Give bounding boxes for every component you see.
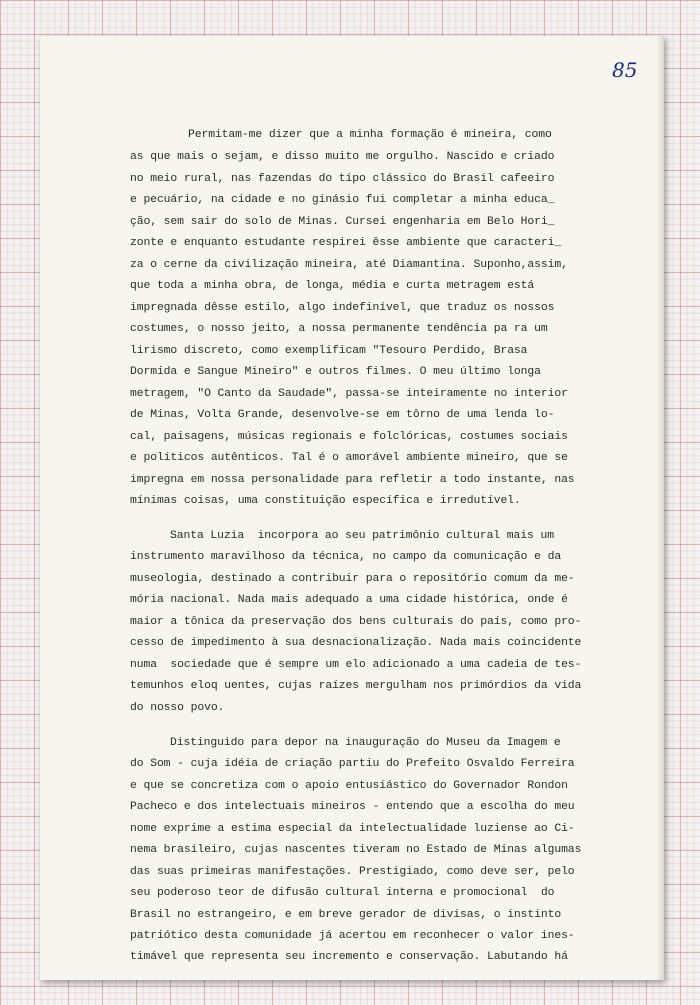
text-line: lirismo discreto, como exemplificam "Tesouro Perdido, Brasa: [130, 345, 528, 357]
text-line: Brasil no estrangeiro, e em breve gerador de divisas, o instinto: [130, 909, 562, 921]
text-line: museologia, destinado a contribuir para o repositório comum da me-: [130, 573, 575, 585]
text-line: ção, sem sair do solo de Minas. Cursei engenharia em Belo Hori_: [130, 216, 555, 228]
text-line: que toda a minha obra, de longa, média e curta metragem está: [130, 280, 535, 292]
text-line: Pacheco e dos intelectuais mineiros - entendo que a escolha do meu: [130, 801, 575, 813]
text-line: temunhos eloq uentes, cujas raízes mergulham nos primórdios da vida: [130, 680, 582, 692]
text-line: za o cerne da civilização mineira, até Diamantina. Suponho,assim,: [130, 259, 568, 271]
text-line: metragem, "O Canto da Saudade", passa-se inteiramente no interior: [130, 388, 568, 400]
text-line: e pecuário, na cidade e no ginásio fui completar a minha educa_: [130, 194, 555, 206]
text-line: costumes, o nosso jeito, a nossa permanente tendência pa ra um: [130, 323, 548, 335]
text-line: Dormida e Sangue Mineiro" e outros filmes. O meu último longa: [130, 366, 541, 378]
text-line: Santa Luzia incorpora ao seu patrimônio cultural mais um: [170, 530, 554, 542]
text-line: do Som - cuja idéia de criação partiu do Prefeito Osvaldo Ferreira: [130, 758, 575, 770]
text-line: mínimas coisas, uma constituição específica e irredutível.: [130, 495, 521, 507]
page-number: 85: [612, 58, 638, 82]
text-line: cal, paisagens, músicas regionais e folclóricas, costumes sociais: [130, 431, 568, 443]
text-line: seu poderoso teor de difusão cultural interna e promocional do: [130, 887, 555, 899]
text-line: numa sociedade que é sempre um elo adicionado a uma cadeia de tes-: [130, 659, 582, 671]
text-line: impregnada dêsse estilo, algo indefinível, que traduz os nossos: [130, 302, 555, 314]
text-line: Distinguido para depor na inauguração do Museu da Imagem e: [170, 737, 561, 749]
text-line: cesso de impedimento à sua desnacionalização. Nada mais coincidente: [130, 637, 582, 649]
text-line: das suas primeiras manifestações. Prestigiado, como deve ser, pelo: [130, 866, 575, 878]
document-page: [40, 36, 664, 980]
text-line: nome exprime a estima especial da intelectualidade luziense ao Ci-: [130, 823, 575, 835]
text-line: e políticos autênticos. Tal é o amorável ambiente mineiro, que se: [130, 452, 568, 464]
text-line: mória nacional. Nada mais adequado a uma cidade histórica, onde é: [130, 594, 568, 606]
text-line: timável que representa seu incremento e conservação. Labutando há: [130, 951, 568, 963]
text-line: no meio rural, nas fazendas do tipo clássico do Brasil cafeeiro: [130, 173, 555, 185]
text-line: instrumento maravilhoso da técnica, no campo da comunicação e da: [130, 551, 562, 563]
text-line: Permitam-me dizer que a minha formação é mineira, como: [188, 129, 552, 141]
typed-text: [40, 36, 664, 980]
text-line: as que mais o sejam, e disso muito me orgulho. Nascido e criado: [130, 151, 555, 163]
text-line: do nosso povo.: [130, 702, 225, 714]
text-line: e que se concretiza com o apoio entusiástico do Governador Rondon: [130, 780, 568, 792]
text-line: zonte e enquanto estudante respirei êsse ambiente que caracteri_: [130, 237, 562, 249]
text-line: patriótico desta comunidade já acertou em reconhecer o valor ines-: [130, 930, 575, 942]
text-line: de Minas, Volta Grande, desenvolve-se em tôrno de uma lenda lo-: [130, 409, 555, 421]
text-line: impregna em nossa personalidade para refletir a todo instante, nas: [130, 474, 575, 486]
text-line: maior a tônica da preservação dos bens culturais do país, como pro-: [130, 616, 582, 628]
text-line: nema brasileiro, cujas nascentes tiveram no Estado de Minas algumas: [130, 844, 582, 856]
